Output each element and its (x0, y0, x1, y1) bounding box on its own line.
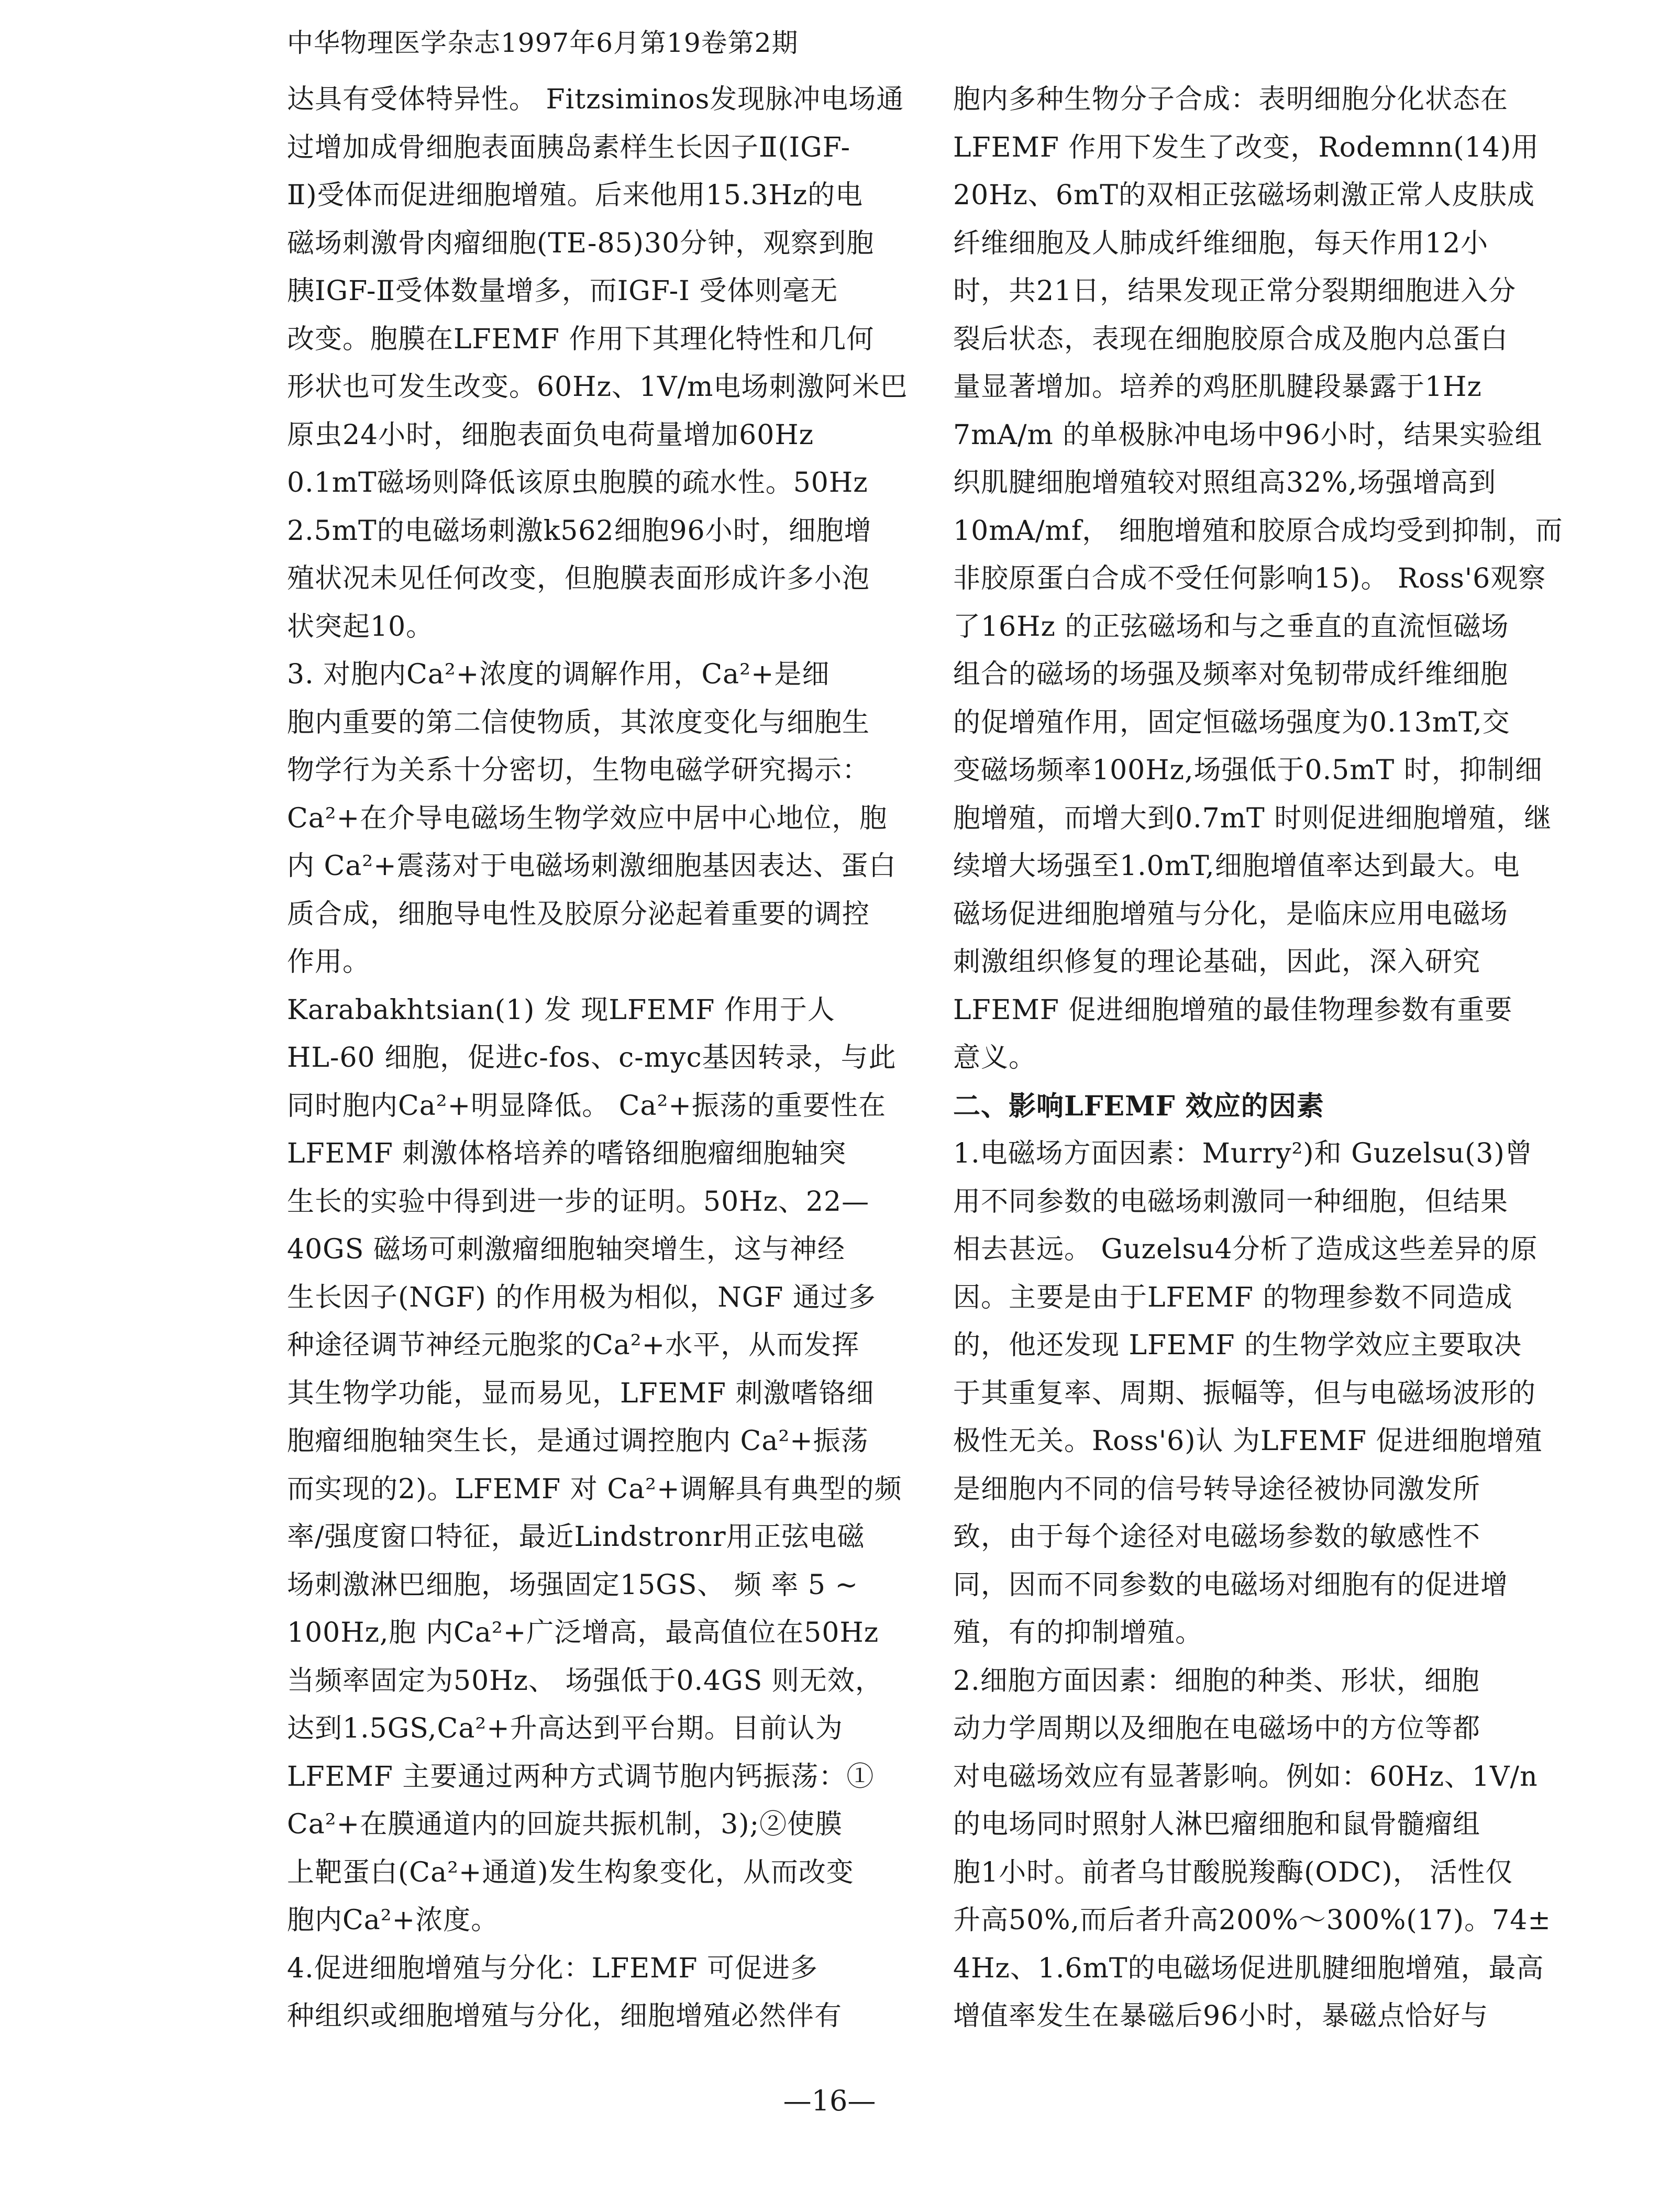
text-line: 意义。 (953, 1042, 1037, 1074)
text-line: 改变。胞膜在LFEMF 作用下其理化特性和几何 (287, 323, 875, 355)
text-line: 0.1mT磁场则降低该原虫胞膜的疏水性。50Hz (287, 467, 868, 499)
left-column (287, 76, 934, 2041)
page-number: —16— (783, 2084, 876, 2117)
text-line: 致，由于每个途径对电磁场参数的敏感性不 (953, 1521, 1481, 1553)
text-line: 作用。 (287, 946, 371, 978)
text-line: 种组织或细胞增殖与分化，细胞增殖必然伴有 (287, 2000, 843, 2032)
text-line: 状突起10。 (287, 611, 434, 643)
text-line: Karabakhtsian(1) 发 现LFEMF 作用于人 (287, 994, 835, 1026)
text-line: 率/强度窗口特征，最近Lindstronr用正弦电磁 (287, 1521, 865, 1553)
text-line: LFEMF 作用下发生了改变，Rodemnn(14)用 (953, 131, 1539, 163)
text-line: 达到1.5GS,Ca²+升高达到平台期。目前认为 (287, 1713, 843, 1744)
text-line: HL-60 细胞，促进c-fos、c-myc基因转录，与此 (287, 1042, 897, 1074)
text-line: 胞内重要的第二信使物质，其浓度变化与细胞生 (287, 706, 870, 738)
text-line: 相去甚远。 Guzelsu4分析了造成这些差异的原 (953, 1234, 1538, 1265)
text-line: 织肌腱细胞增殖较对照组高32%,场强增高到 (953, 467, 1497, 499)
text-line: 磁场刺激骨肉瘤细胞(TE-85)30分钟，观察到胞 (287, 227, 875, 259)
text-line: 内 Ca²+震荡对于电磁场刺激细胞基因表达、蛋白 (287, 850, 897, 882)
text-line: 上靶蛋白(Ca²+通道)发生构象变化，从而改变 (287, 1856, 854, 1888)
text-line: 了16Hz 的正弦磁场和与之垂直的直流恒磁场 (953, 611, 1509, 643)
text-line: 极性无关。Ross'6)认 为LFEMF 促进细胞增殖 (953, 1425, 1543, 1457)
text-line: Ca²+在膜通道内的回旋共振机制，3);②使膜 (287, 1809, 843, 1840)
text-line: 续增大场强至1.0mT,细胞增值率达到最大。电 (953, 850, 1520, 882)
text-line: 形状也可发生改变。60Hz、1V/m电场刺激阿米巴 (287, 371, 908, 403)
text-line: LFEMF 主要通过两种方式调节胞内钙振荡：① (287, 1761, 875, 1793)
text-line: 时，共21日，结果发现正常分裂期细胞进入分 (953, 275, 1517, 307)
text-line: 种途径调节神经元胞浆的Ca²+水平，从而发挥 (287, 1330, 860, 1361)
text-line: 用不同参数的电磁场刺激同一种细胞，但结果 (953, 1186, 1509, 1218)
text-line: Ⅱ)受体而促进细胞增殖。后来他用15.3Hz的电 (287, 180, 864, 211)
text-line: 的，他还发现 LFEMF 的生物学效应主要取决 (953, 1330, 1522, 1361)
text-line: 达具有受体特异性。 Fitzsiminos发现脉冲电场通 (287, 84, 904, 115)
text-line: 对电磁场效应有显著影响。例如：60Hz、1V/n (953, 1761, 1538, 1793)
text-line: 的电场同时照射人淋巴瘤细胞和鼠骨髓瘤组 (953, 1809, 1481, 1840)
text-line: 10mA/mf， 细胞增殖和胶原合成均受到抑制，而 (953, 515, 1563, 547)
text-line: 1.电磁场方面因素：Murry²)和 Guzelsu(3)曾 (953, 1138, 1533, 1169)
text-line: 生长因子(NGF) 的作用极为相似，NGF 通过多 (287, 1281, 876, 1313)
text-line: 物学行为关系十分密切，生物电磁学研究揭示： (287, 755, 870, 786)
text-line: 2.细胞方面因素：细胞的种类、形状，细胞 (953, 1665, 1480, 1697)
text-line: 的促增殖作用，固定恒磁场强度为0.13mT,交 (953, 706, 1510, 738)
journal-header: 中华物理医学杂志1997年6月第19卷第2期 (287, 28, 799, 58)
text-line: 升高50%,而后者升高200%～300%(17)。74± (953, 1905, 1551, 1936)
text-line: 组合的磁场的场强及频率对兔韧带成纤维细胞 (953, 659, 1509, 690)
text-line: 量显著增加。培养的鸡胚肌腱段暴露于1Hz (953, 371, 1482, 403)
text-line: 2.5mT的电磁场刺激k562细胞96小时，细胞增 (287, 515, 872, 547)
text-line: 胞1小时。前者乌甘酸脱羧酶(ODC)， 活性仅 (953, 1856, 1513, 1888)
text-line: 胞内Ca²+浓度。 (287, 1905, 499, 1936)
text-line: 于其重复率、周期、振幅等，但与电磁场波形的 (953, 1377, 1536, 1409)
text-line: 20Hz、6mT的双相正弦磁场刺激正常人皮肤成 (953, 180, 1535, 211)
text-line: LFEMF 促进细胞增殖的最佳物理参数有重要 (953, 994, 1513, 1026)
text-line: 胞增殖，而增大到0.7mT 时则促进细胞增殖，继 (953, 802, 1552, 834)
text-line: 胰IGF-Ⅱ受体数量增多，而IGF-I 受体则毫无 (287, 275, 838, 307)
text-line: 裂后状态，表现在细胞胶原合成及胞内总蛋白 (953, 323, 1509, 355)
text-line: 100Hz,胞 内Ca²+广泛增高，最高值位在50Hz (287, 1617, 879, 1649)
text-line: 原虫24小时，细胞表面负电荷量增加60Hz (287, 419, 814, 451)
text-line: 纤维细胞及人肺成纤维细胞，每天作用12小 (953, 227, 1489, 259)
text-line: 生长的实验中得到进一步的证明。50Hz、22— (287, 1186, 870, 1218)
text-line: 增值率发生在暴磁后96小时，暴磁点恰好与 (953, 2000, 1489, 2032)
text-line: 同，因而不同参数的电磁场对细胞有的促进增 (953, 1569, 1509, 1601)
text-line: 7mA/m 的单极脉冲电场中96小时，结果实验组 (953, 419, 1543, 451)
text-line: 过增加成骨细胞表面胰岛素样生长因子Ⅱ(IGF- (287, 131, 851, 163)
text-line: LFEMF 刺激体格培养的嗜铬细胞瘤细胞轴突 (287, 1138, 847, 1169)
text-line: 其生物学功能，显而易见，LFEMF 刺激嗜铬细 (287, 1377, 875, 1409)
text-line: 非胶原蛋白合成不受任何影响15)。 Ross'6观察 (953, 563, 1546, 594)
text-line: 变磁场频率100Hz,场强低于0.5mT 时，抑制细 (953, 755, 1543, 786)
text-line: 刺激组织修复的理论基础，因此，深入研究 (953, 946, 1481, 978)
text-line: 磁场促进细胞增殖与分化，是临床应用电磁场 (953, 898, 1509, 930)
text-line: 动力学周期以及细胞在电磁场中的方位等都 (953, 1713, 1481, 1744)
text-line: 3. 对胞内Ca²+浓度的调解作用，Ca²+是细 (287, 659, 830, 690)
text-line: 当频率固定为50Hz、 场强低于0.4GS 则无效， (287, 1665, 883, 1697)
text-line: 40GS 磁场可刺激瘤细胞轴突增生，这与神经 (287, 1234, 845, 1265)
text-line: 胞内多种生物分子合成：表明细胞分化状态在 (953, 84, 1509, 115)
text-line: 4.促进细胞增殖与分化：LFEMF 可促进多 (287, 1952, 819, 1984)
text-line: 殖状况未见任何改变，但胞膜表面形成许多小泡 (287, 563, 870, 594)
text-line: 场刺激淋巴细胞，场强固定15GS、 频 率 5 ~ (287, 1569, 859, 1601)
text-line: 同时胞内Ca²+明显降低。 Ca²+振荡的重要性在 (287, 1090, 886, 1122)
text-line: 因。主要是由于LFEMF 的物理参数不同造成 (953, 1281, 1513, 1313)
text-line: Ca²+在介导电磁场生物学效应中居中心地位，胞 (287, 802, 888, 834)
text-line: 而实现的2)。LFEMF 对 Ca²+调解具有典型的频 (287, 1473, 902, 1505)
right-column (953, 76, 1600, 2041)
text-line: 质合成，细胞导电性及胶原分泌起着重要的调控 (287, 898, 870, 930)
text-line: 4Hz、1.6mT的电磁场促进肌腱细胞增殖，最高 (953, 1952, 1544, 1984)
text-line: 胞瘤细胞轴突生长，是通过调控胞内 Ca²+振荡 (287, 1425, 869, 1457)
section-heading: 二、影响LFEMF 效应的因素 (953, 1090, 1324, 1122)
text-line: 是细胞内不同的信号转导途径被协同激发所 (953, 1473, 1481, 1505)
text-line: 殖，有的抑制增殖。 (953, 1617, 1203, 1649)
